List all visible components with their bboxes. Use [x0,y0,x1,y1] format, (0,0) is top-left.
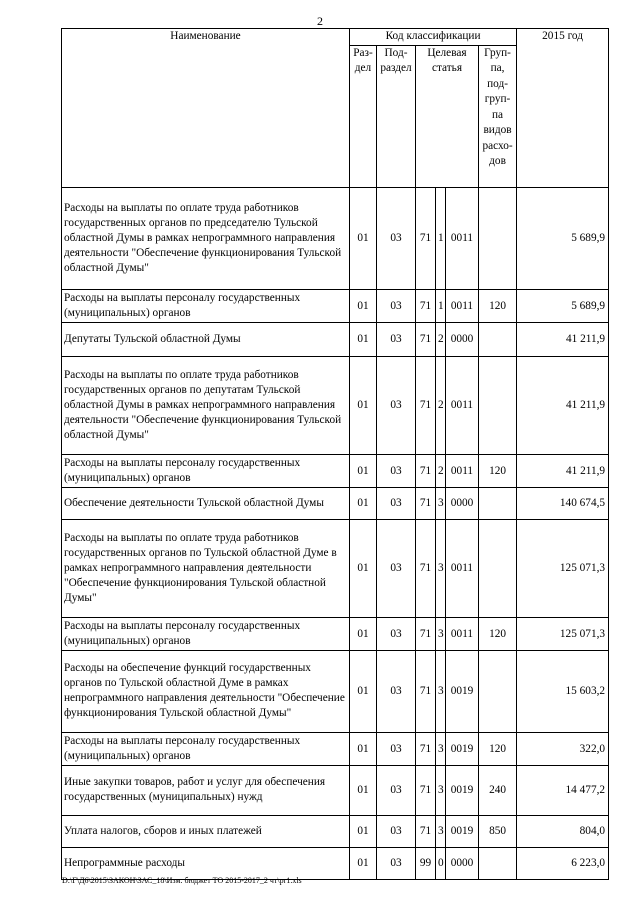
row-cs2: 0 [436,847,446,879]
row-razdel: 01 [350,765,377,815]
row-podrazdel: 03 [377,519,416,617]
row-amount: 5 689,9 [517,187,609,289]
row-name: Расходы на обеспечение функций государственных органов по Тульской областной Думе в рамках непрограммного направления деятельности "Обеспечение функционирования Тульской областной Думы" [62,650,350,732]
row-amount: 322,0 [517,732,609,765]
row-podrazdel: 03 [377,187,416,289]
header-tselevaya-text: Целевая статья [427,46,467,74]
file-path-footer: D:\Г\Д6\2015\ЗАКОН\ЗАС_18\Изм. бюджет ТО 2015-2017_2 чт\pr1.xls [62,876,302,885]
row-razdel: 01 [350,617,377,650]
row-podrazdel: 03 [377,732,416,765]
row-vr: 120 [479,454,517,487]
table-row [62,650,609,732]
row-cs1: 71 [416,487,436,519]
row-amount: 41 211,9 [517,322,609,356]
row-cs3: 0011 [446,289,479,322]
row-amount: 41 211,9 [517,454,609,487]
table-row [62,847,609,879]
table-row [62,454,609,487]
table-row [62,732,609,765]
row-name: Расходы на выплаты персоналу государственных (муниципальных) органов [62,732,350,765]
row-vr: 120 [479,732,517,765]
row-razdel: 01 [350,322,377,356]
row-vr: 120 [479,289,517,322]
row-cs1: 71 [416,732,436,765]
table-row [62,519,609,617]
row-podrazdel: 03 [377,322,416,356]
row-cs2: 3 [436,650,446,732]
header-razdel-text: Раз-дел [353,46,373,74]
row-cs2: 3 [436,815,446,847]
row-amount: 140 674,5 [517,487,609,519]
row-cs3: 0011 [446,617,479,650]
row-amount: 15 603,2 [517,650,609,732]
row-amount: 804,0 [517,815,609,847]
row-podrazdel: 03 [377,847,416,879]
row-cs2: 1 [436,289,446,322]
row-name: Расходы на выплаты персоналу государственных (муниципальных) органов [62,617,350,650]
header-name: Наименование [62,29,350,188]
header-podrazdel-text: Под-раздел [380,46,412,74]
table-row [62,356,609,454]
row-cs2: 3 [436,617,446,650]
row-amount: 125 071,3 [517,617,609,650]
row-name: Обеспечение деятельности Тульской областной Думы [62,487,350,519]
row-cs2: 3 [436,519,446,617]
row-vr [479,356,517,454]
row-cs3: 0019 [446,732,479,765]
row-name: Расходы на выплаты персоналу государственных (муниципальных) органов [62,454,350,487]
table-row [62,815,609,847]
header-razdel [350,45,377,187]
row-podrazdel: 03 [377,815,416,847]
row-cs3: 0011 [446,519,479,617]
row-cs2: 2 [436,454,446,487]
row-amount: 14 477,2 [517,765,609,815]
row-name: Расходы на выплаты по оплате труда работников государственных органов по депутатам Тульской областной Думы в рамках непрограммного направления деятельности "Обеспечение функционирования Тульской областной Думы" [62,356,350,454]
header-code: Код классификации [350,29,517,46]
row-cs1: 71 [416,815,436,847]
row-cs2: 2 [436,322,446,356]
row-amount: 5 689,9 [517,289,609,322]
row-podrazdel: 03 [377,454,416,487]
row-podrazdel: 03 [377,617,416,650]
row-podrazdel: 03 [377,289,416,322]
row-razdel: 01 [350,187,377,289]
header-gruppa [479,45,517,187]
row-vr [479,487,517,519]
row-name: Расходы на выплаты персоналу государственных (муниципальных) органов [62,289,350,322]
row-razdel: 01 [350,454,377,487]
row-podrazdel: 03 [377,356,416,454]
row-cs3: 0000 [446,322,479,356]
row-cs1: 71 [416,454,436,487]
row-razdel: 01 [350,650,377,732]
header-gruppa-text: Груп-па, под-груп-па видов расхо-дов [482,46,513,167]
budget-table [61,28,609,880]
row-vr [479,322,517,356]
row-vr: 850 [479,815,517,847]
row-name: Депутаты Тульской областной Думы [62,322,350,356]
row-cs1: 71 [416,519,436,617]
row-cs3: 0019 [446,650,479,732]
row-cs3: 0011 [446,356,479,454]
row-razdel: 01 [350,289,377,322]
row-cs1: 71 [416,356,436,454]
header-year: 2015 год [517,29,609,188]
table-row [62,187,609,289]
row-cs1: 99 [416,847,436,879]
row-cs3: 0011 [446,187,479,289]
row-podrazdel: 03 [377,487,416,519]
row-cs2: 3 [436,732,446,765]
header-podrazdel [377,45,416,187]
row-amount: 125 071,3 [517,519,609,617]
row-cs1: 71 [416,187,436,289]
row-vr [479,519,517,617]
row-cs3: 0011 [446,454,479,487]
row-cs2: 3 [436,487,446,519]
header-tselevaya [416,45,479,187]
row-razdel: 01 [350,815,377,847]
row-vr: 240 [479,765,517,815]
row-razdel: 01 [350,847,377,879]
row-cs2: 1 [436,187,446,289]
row-vr [479,187,517,289]
row-name: Расходы на выплаты по оплате труда работников государственных органов по председателю Тульской областной Думы в рамках непрограммного направления деятельности "Обеспечение функционирования Тульской областной Думы" [62,187,350,289]
row-cs1: 71 [416,289,436,322]
table-row [62,322,609,356]
row-cs1: 71 [416,765,436,815]
row-cs1: 71 [416,650,436,732]
table-row [62,617,609,650]
row-cs3: 0000 [446,847,479,879]
row-amount: 6 223,0 [517,847,609,879]
row-cs2: 2 [436,356,446,454]
row-cs3: 0019 [446,815,479,847]
row-vr [479,650,517,732]
row-vr: 120 [479,617,517,650]
table-row [62,289,609,322]
row-name: Уплата налогов, сборов и иных платежей [62,815,350,847]
row-cs1: 71 [416,617,436,650]
page-number: 2 [317,14,323,28]
row-podrazdel: 03 [377,650,416,732]
row-name: Иные закупки товаров, работ и услуг для обеспечения государственных (муниципальных) нужд [62,765,350,815]
row-cs2: 3 [436,765,446,815]
row-name: Расходы на выплаты по оплате труда работников государственных органов по Тульской областной Думе в рамках непрограммного направления деятельности "Обеспечение функционирования Тульской областной Думы" [62,519,350,617]
table-row [62,765,609,815]
row-podrazdel: 03 [377,765,416,815]
row-cs3: 0000 [446,487,479,519]
table-row [62,487,609,519]
row-razdel: 01 [350,519,377,617]
row-razdel: 01 [350,732,377,765]
row-vr [479,847,517,879]
row-name: Непрограммные расходы [62,847,350,879]
row-amount: 41 211,9 [517,356,609,454]
row-cs3: 0019 [446,765,479,815]
row-razdel: 01 [350,356,377,454]
row-razdel: 01 [350,487,377,519]
row-cs1: 71 [416,322,436,356]
